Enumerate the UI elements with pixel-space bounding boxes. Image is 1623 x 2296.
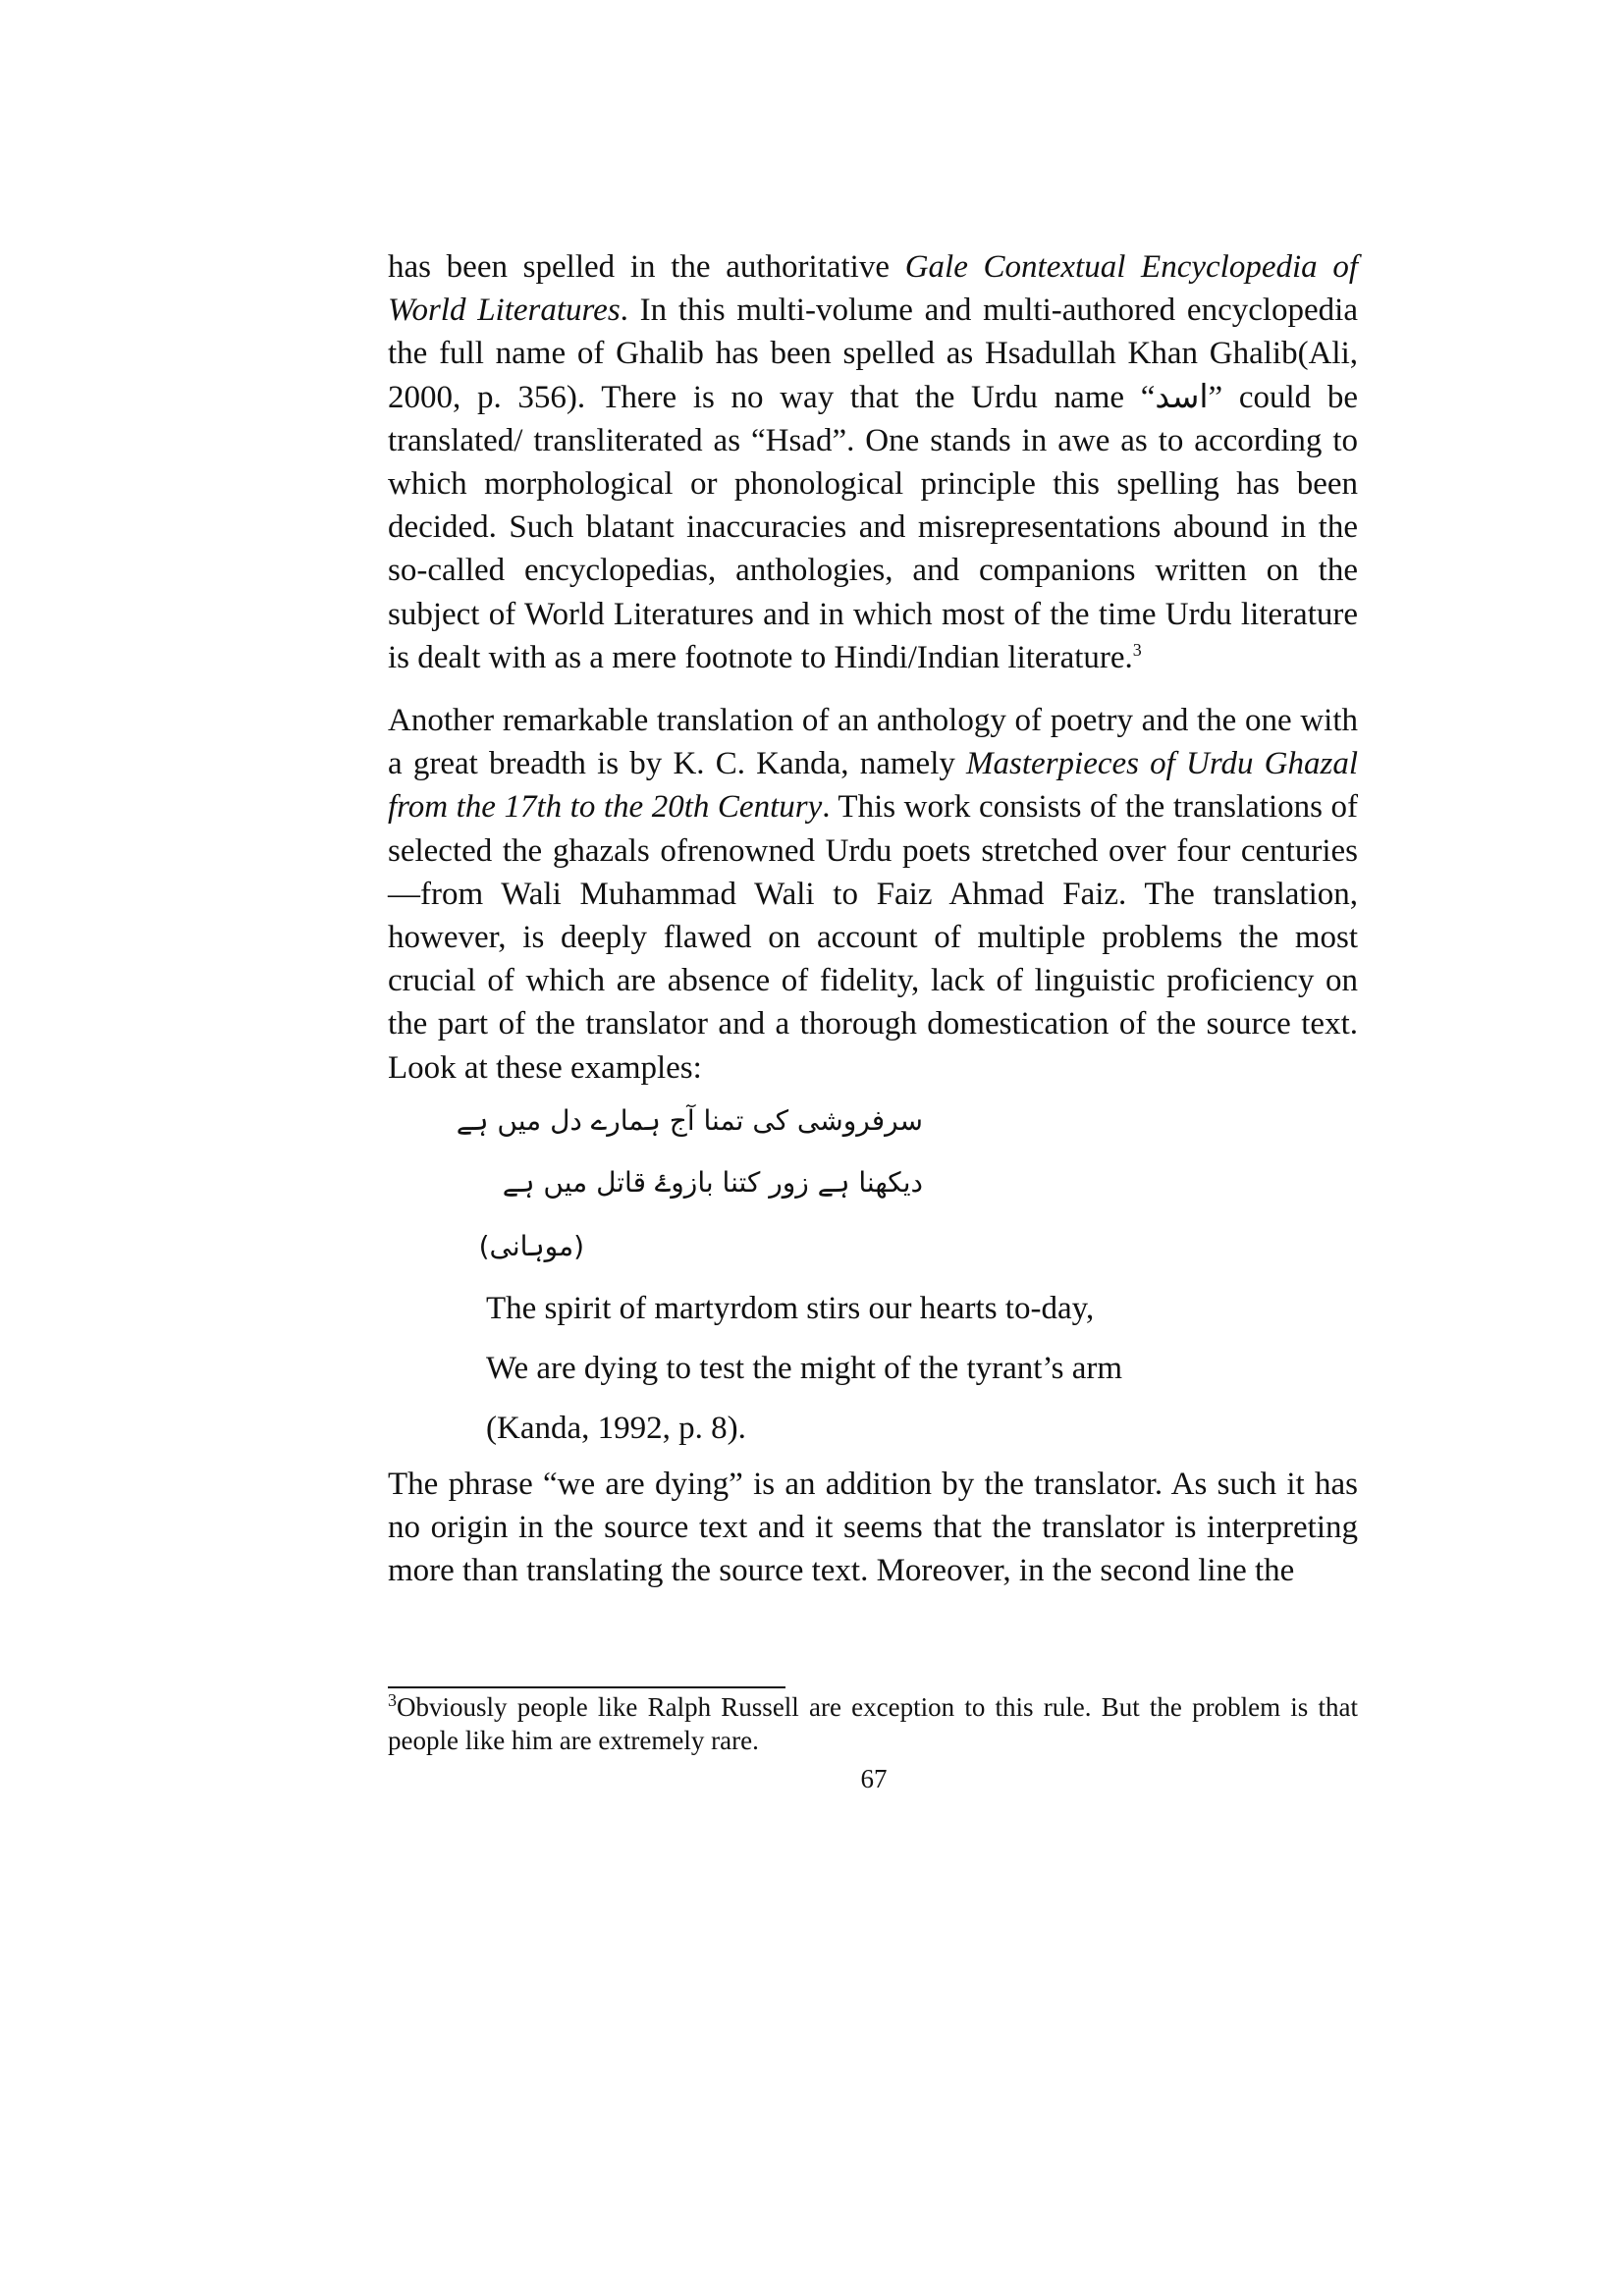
english-verse-line-1: The spirit of martyrdom stirs our hearts to-day, bbox=[486, 1291, 1095, 1326]
verse-citation: (Kanda, 1992, p. 8). bbox=[486, 1411, 746, 1446]
footnote-number: 3 bbox=[388, 1690, 397, 1710]
footnote-text: Obviously people like Ralph Russell are exception to this rule. But the problem is that people like him are extremely rare. bbox=[388, 1692, 1358, 1755]
encyclopedia-title: Gale Contextual Encyclopedia of World Literatures bbox=[388, 249, 1358, 329]
urdu-verse-line-1: سرفروشی کی تمنا آج ہمارے دل میں ہے bbox=[456, 1104, 923, 1137]
english-verse-line-2: We are dying to test the might of the tyrant’s arm bbox=[486, 1351, 1123, 1386]
paragraph-2-text-start: Another remarkable translation of an anthology of poetry and the one with a great breadth is by K. C. Kanda, namely bbox=[388, 703, 1358, 782]
footnote-divider bbox=[388, 1686, 785, 1688]
footnote bbox=[388, 1690, 1358, 1757]
anthology-title: Masterpieces of Urdu Ghazal from the 17th to the 20th Century bbox=[388, 746, 1358, 826]
page-number: 67 bbox=[860, 1764, 888, 1793]
paragraph-2 bbox=[388, 699, 1358, 1090]
urdu-verse-line-2: دیکھنا ہے زور کتنا بازوۓ قاتل میں ہے bbox=[502, 1166, 923, 1199]
paragraph-2-text-rest: . This work consists of the translations of selected the ghazals ofrenowned Urdu poets stretched over four centuries—from Wali Muhammad Wali to Faiz Ahmad Faiz. The translation, however, is deeply flawed on account of multiple problems the most crucial of which are absence of fidelity, lack of linguistic proficiency on the part of the translator and a thorough domestication of the source text. Look at these examples: bbox=[388, 789, 1359, 1086]
paragraph-1-text-start: has been spelled in the authoritative bbox=[388, 249, 905, 285]
footnote-reference: 3 bbox=[1132, 639, 1142, 660]
paragraph-1-text-rest: . In this multi-volume and multi-authored encyclopedia the full name of Ghalib has been spelled as Hsadullah Khan Ghalib(Ali, 2000, p. 356). There is no way that the Urdu name “اسد” could be translated/ transliterated as “Hsad”. One stands in awe as to according to which morphological or phonological principle this spelling has been decided. Such blatant inaccuracies and misrepresentations abound in the so-called encyclopedias, anthologies, and companions written on the subject of World Literatures and in which most of the time Urdu literature is dealt with as a mere footnote to Hindi/Indian literature. bbox=[388, 293, 1358, 675]
paragraph-1 bbox=[388, 245, 1358, 679]
urdu-attribution: (موہانی) bbox=[478, 1230, 584, 1262]
paragraph-3: The phrase “we are dying” is an addition by the translator. As such it has no origin in the source text and it seems that the translator is interpreting more than translating the source text. Moreover, in the second line the bbox=[388, 1467, 1358, 1589]
